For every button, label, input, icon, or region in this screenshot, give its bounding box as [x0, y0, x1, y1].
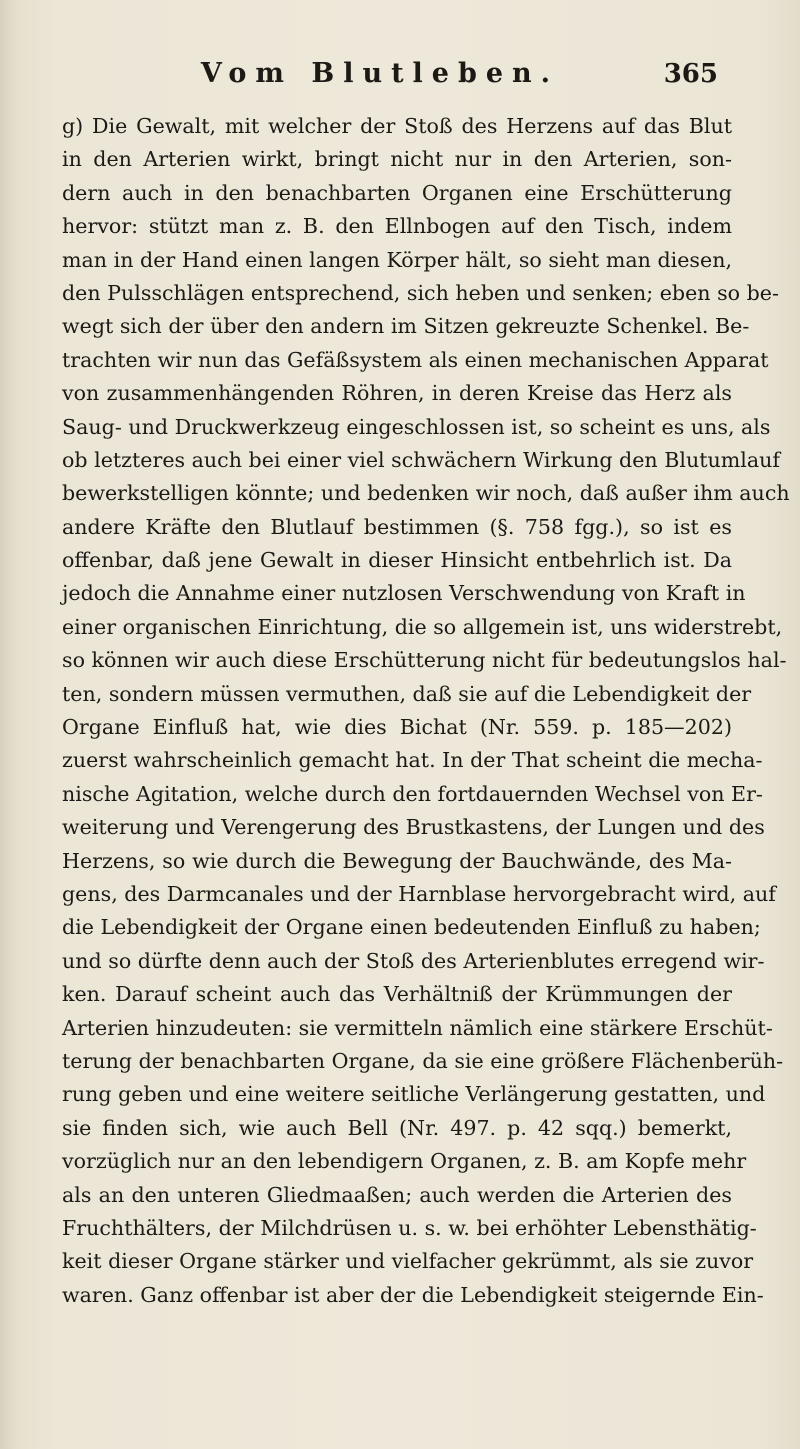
text-line: einer organischen Einrichtung, die so allgemein ist, uns widerstrebt,: [62, 614, 783, 639]
text-line: die Lebendigkeit der Organe einen bedeutenden Einfluß zu haben;: [62, 915, 761, 940]
text-line: keit dieser Organe stärker und vielfacher gekrümmt, als sie zuvor: [62, 1249, 754, 1274]
text-line: terung der benachbarten Organe, da sie eine größere Flächenberüh-: [62, 1048, 784, 1073]
text-line: bewerkstelligen könnte; und bedenken wir noch, daß außer ihm auch: [62, 481, 790, 506]
text-line: man in der Hand einen langen Körper hält, so sieht man diesen,: [62, 247, 732, 272]
text-line: vorzüglich nur an den lebendigern Organen, z. B. am Kopfe mehr: [62, 1149, 747, 1174]
text-line: Organe Einfluß hat, wie dies Bichat (Nr. 559. p. 185—202): [62, 715, 732, 740]
text-line: Fruchthälters, der Milchdrüsen u. s. w. bei erhöhter Lebensthätig-: [62, 1215, 757, 1240]
text-line: den Pulsschlägen entsprechend, sich heben und senken; eben so be-: [62, 280, 779, 305]
text-line: weiterung und Verengerung des Brustkastens, der Lungen und des: [62, 815, 765, 840]
text-line: als an den unteren Gliedmaaßen; auch werden die Arterien des: [62, 1182, 732, 1207]
text-line: hervor: stützt man z. B. den Ellnbogen auf den Tisch, indem: [62, 214, 732, 239]
text-line: so können wir auch diese Erschütterung nicht für bedeutungslos hal-: [62, 648, 787, 673]
body-text: [62, 110, 790, 1312]
text-line: andere Kräfte den Blutlauf bestimmen (§. 758 fgg.), so ist es: [62, 514, 732, 539]
text-line: Saug- und Druckwerkzeug eingeschlossen ist, so scheint es uns, als: [62, 414, 771, 439]
page-number: 365: [663, 59, 718, 89]
text-line: ken. Darauf scheint auch das Verhältniß der Krümmungen der: [62, 982, 732, 1007]
text-line: von zusammenhängenden Röhren, in deren Kreise das Herz als: [62, 381, 732, 406]
text-line: Arterien hinzudeuten: sie vermitteln nämlich eine stärkere Erschüt-: [62, 1015, 773, 1040]
text-line: offenbar, daß jene Gewalt in dieser Hinsicht entbehrlich ist. Da: [62, 548, 732, 573]
text-line: ob letzteres auch bei einer viel schwächern Wirkung den Blutumlauf: [62, 447, 781, 472]
text-line: sie finden sich, wie auch Bell (Nr. 497. p. 42 sqq.) bemerkt,: [62, 1115, 732, 1140]
text-line: g) Die Gewalt, mit welcher der Stoß des Herzens auf das Blut: [62, 114, 732, 138]
text-line: jedoch die Annahme einer nutzlosen Verschwendung von Kraft in: [62, 581, 746, 606]
running-title: Vom Blutleben.: [200, 58, 560, 89]
text-line: und so dürfte denn auch der Stoß des Arterienblutes erregend wir-: [62, 948, 765, 973]
text-line: trachten wir nun das Gefäßsystem als einen mechanischen Apparat: [62, 347, 769, 372]
text-line: gens, des Darmcanales und der Harnblase hervorgebracht wird, auf: [62, 881, 776, 906]
text-line: zuerst wahrscheinlich gemacht hat. In der That scheint die mecha-: [62, 748, 763, 773]
text-line: Herzens, so wie durch die Bewegung der Bauchwände, des Ma-: [62, 848, 732, 873]
text-line: ten, sondern müssen vermuthen, daß sie auf die Lebendigkeit der: [62, 681, 752, 706]
text-line: in den Arterien wirkt, bringt nicht nur in den Arterien, son-: [62, 147, 732, 172]
text-line: rung geben und eine weitere seitliche Verlängerung gestatten, und: [62, 1082, 766, 1107]
text-line: nische Agitation, welche durch den fortdauernden Wechsel von Er-: [62, 781, 763, 806]
page-header: [0, 58, 800, 98]
text-line: wegt sich der über den andern im Sitzen gekreuzte Schenkel. Be-: [62, 314, 750, 339]
text-line: waren. Ganz offenbar ist aber der die Lebendigkeit steigernde Ein-: [62, 1282, 764, 1307]
text-line: dern auch in den benachbarten Organen eine Erschütterung: [62, 180, 732, 205]
